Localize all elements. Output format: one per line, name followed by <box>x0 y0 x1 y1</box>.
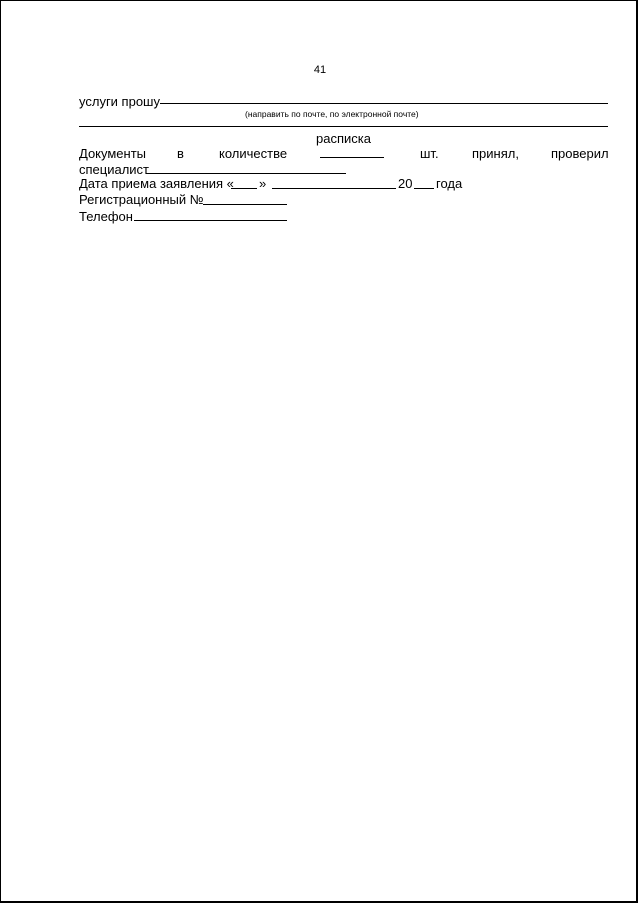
phone-field[interactable] <box>134 220 287 221</box>
specialist-field[interactable] <box>146 173 346 174</box>
phone-label: Телефон <box>79 209 133 224</box>
accepted-word: принял, <box>472 146 519 161</box>
date-label: Дата приема заявления « <box>79 176 234 191</box>
year-suffix: года <box>436 176 463 191</box>
receipt-title: расписка <box>316 131 371 146</box>
date-close-quote: » <box>259 176 267 191</box>
quantity-word: количестве <box>219 146 288 161</box>
request-label: услуги прошу <box>79 94 160 109</box>
documents-count-field[interactable] <box>320 157 384 158</box>
registration-label: Регистрационный № <box>79 192 204 207</box>
registration-number-field[interactable] <box>203 204 287 205</box>
checked-word: проверил <box>551 146 609 161</box>
page-number: 41 <box>313 64 327 76</box>
request-method-field[interactable] <box>160 103 608 104</box>
year-prefix: 20 <box>398 176 413 191</box>
documents-word: Документы <box>79 146 147 161</box>
date-day-field[interactable] <box>231 188 257 189</box>
pcs-word: шт. <box>420 146 439 161</box>
request-hint: (направить по почте, по электронной почте) <box>245 109 419 119</box>
date-year-field[interactable] <box>414 188 434 189</box>
specialist-label: специалист <box>79 162 150 177</box>
in-word: в <box>177 146 184 161</box>
date-month-field[interactable] <box>272 188 396 189</box>
request-continuation-field[interactable] <box>79 126 608 127</box>
